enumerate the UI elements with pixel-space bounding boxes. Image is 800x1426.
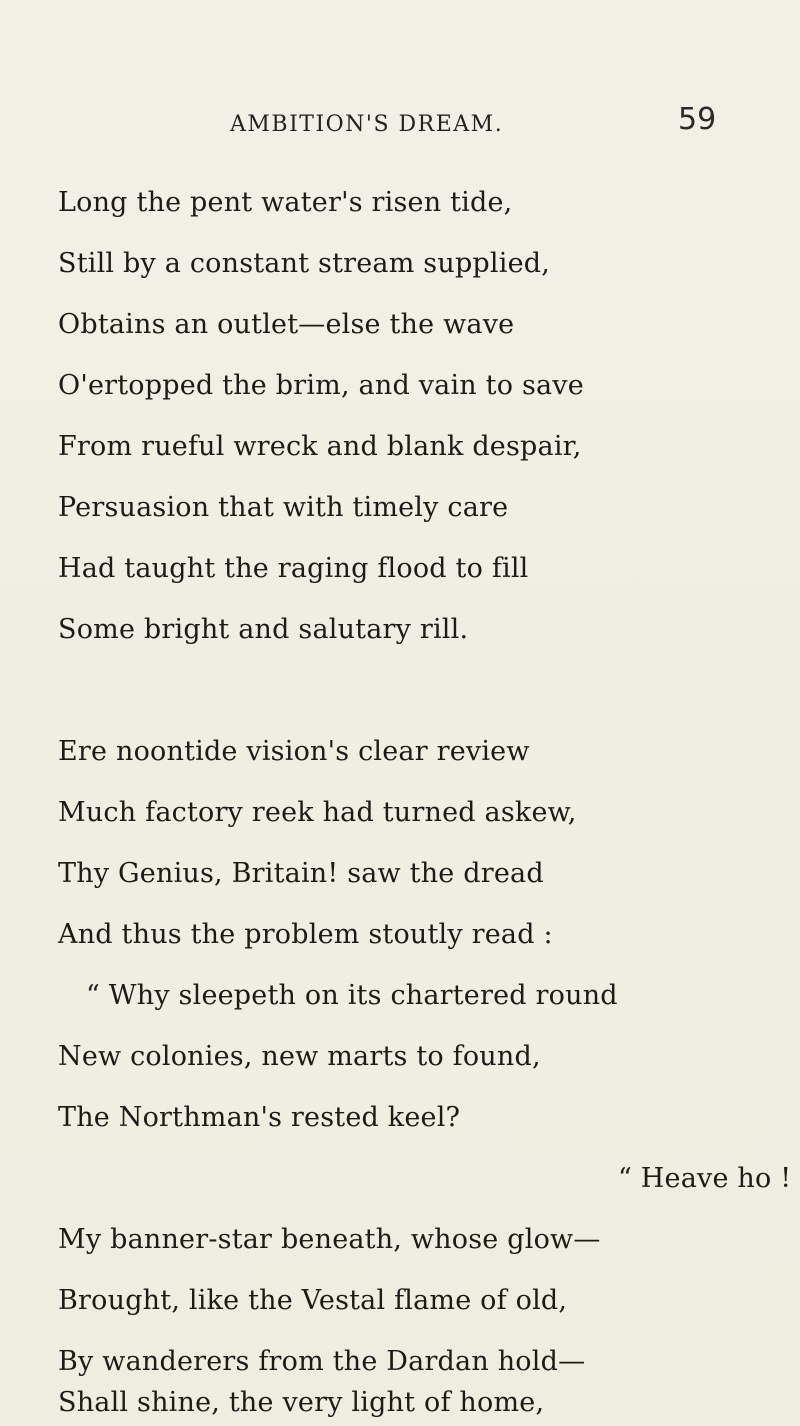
page-number: 59 <box>678 102 717 137</box>
verse-line: Had taught the raging flood to fill <box>58 553 529 584</box>
verse-line: And thus the problem stoutly read : <box>58 919 553 950</box>
verse-line: The Northman's rested keel? <box>58 1102 461 1133</box>
verse-line: Persuasion that with timely care <box>58 492 509 523</box>
verse-line: Ere noontide vision's clear review <box>58 736 530 767</box>
verse-line: “ Heave ho ! <box>618 1163 792 1194</box>
verse-line: Still by a constant stream supplied, <box>58 248 551 279</box>
verse-line: Much factory reek had turned askew, <box>58 797 577 828</box>
verse-line: By wanderers from the Dardan hold— <box>58 1346 586 1377</box>
verse-line: O'ertopped the brim, and vain to save <box>58 370 584 401</box>
verse-line: New colonies, new marts to found, <box>58 1041 541 1072</box>
verse-line: Long the pent water's risen tide, <box>58 187 513 218</box>
verse-line: Shall shine, the very light of home, <box>58 1387 545 1418</box>
verse-line: From rueful wreck and blank despair, <box>58 431 582 462</box>
verse-line: Thy Genius, Britain! saw the dread <box>58 858 544 889</box>
verse-line: Some bright and salutary rill. <box>58 614 469 645</box>
verse-line: Obtains an outlet—else the wave <box>58 309 515 340</box>
running-head: AMBITION'S DREAM. <box>230 112 504 137</box>
verse-line: Brought, like the Vestal flame of old, <box>58 1285 568 1316</box>
verse-line: My banner-star beneath, whose glow— <box>58 1224 601 1255</box>
verse-line: “ Why sleepeth on its chartered round <box>86 980 618 1011</box>
